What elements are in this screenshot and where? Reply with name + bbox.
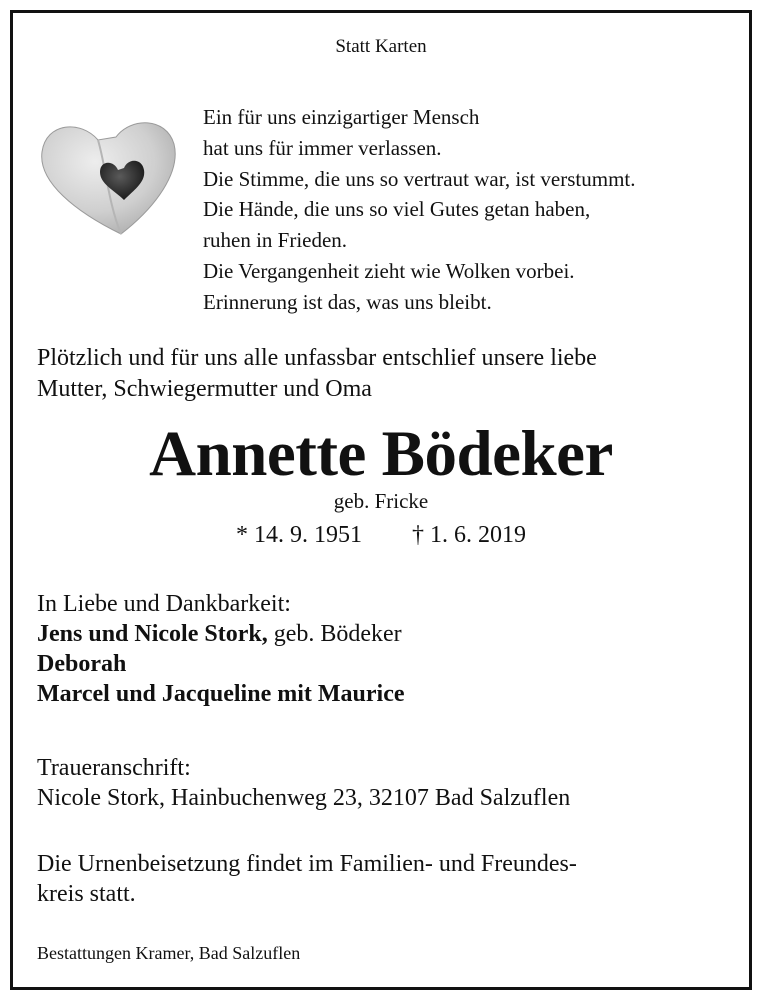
address-label: Traueranschrift: bbox=[37, 755, 191, 781]
family-line: Deborah bbox=[37, 651, 127, 677]
poem-line: hat uns für immer verlassen. bbox=[203, 135, 442, 160]
poem-line: ruhen in Frieden. bbox=[203, 228, 348, 253]
address-value: Nicole Stork, Hainbuchenweg 23, 32107 Bad Salzuflen bbox=[37, 785, 571, 811]
family-name-rest: geb. Bödeker bbox=[267, 621, 402, 647]
urn-line: Die Urnenbeisetzung findet im Familien- und Freundes- bbox=[37, 851, 577, 877]
urn-notice bbox=[37, 849, 577, 909]
poem-line: Erinnerung ist das, was uns bleibt. bbox=[203, 289, 492, 314]
birth-date: * 14. 9. 1951 bbox=[236, 522, 362, 548]
life-dates bbox=[0, 522, 762, 549]
family-line bbox=[37, 619, 405, 649]
family-block bbox=[37, 589, 405, 709]
family-line: Marcel und Jacqueline mit Maurice bbox=[37, 681, 405, 707]
poem-line: Die Stimme, die uns so vertraut war, ist verstummt. bbox=[203, 166, 636, 191]
family-intro: In Liebe und Dankbarkeit: bbox=[37, 591, 291, 617]
intro-text bbox=[37, 343, 597, 405]
header-statt-karten: Statt Karten bbox=[335, 36, 427, 57]
intro-line: Mutter, Schwiegermutter und Oma bbox=[37, 376, 372, 402]
deceased-name: Annette Bödeker bbox=[149, 418, 613, 490]
poem bbox=[203, 102, 636, 318]
urn-line: kreis statt. bbox=[37, 881, 136, 907]
family-name-bold: Jens und Nicole Stork, bbox=[37, 621, 268, 647]
stone-heart-icon bbox=[36, 112, 181, 237]
address-block bbox=[37, 753, 570, 813]
poem-line: Die Vergangenheit zieht wie Wolken vorbei. bbox=[203, 258, 575, 283]
intro-line: Plötzlich und für uns alle unfassbar entschlief unsere liebe bbox=[37, 345, 597, 371]
poem-line: Ein für uns einzigartiger Mensch bbox=[203, 105, 480, 129]
death-date: † 1. 6. 2019 bbox=[412, 522, 526, 548]
maiden-name: geb. Fricke bbox=[333, 489, 429, 513]
funeral-home: Bestattungen Kramer, Bad Salzuflen bbox=[37, 943, 301, 963]
poem-line: Die Hände, die uns so viel Gutes getan haben, bbox=[203, 197, 591, 222]
